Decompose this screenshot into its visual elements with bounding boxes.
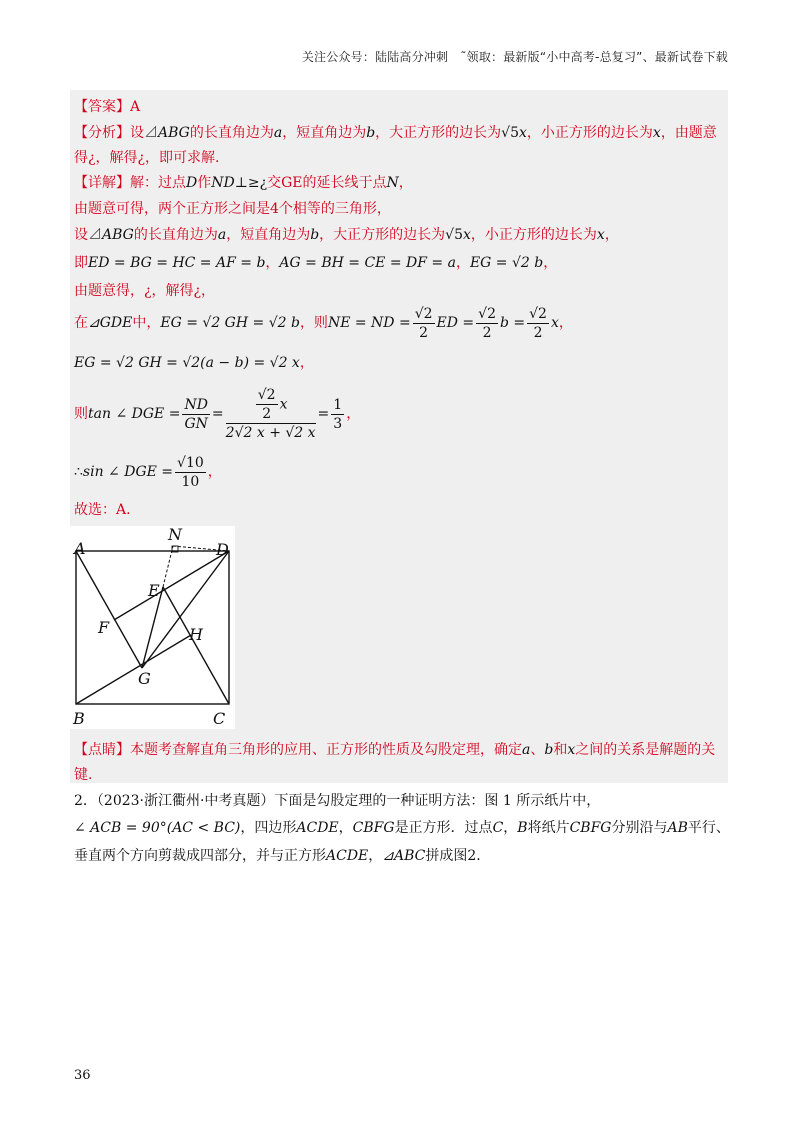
fraction-den: 2√2 x + √2 x [225, 425, 316, 441]
text: 拼成图2. [425, 848, 481, 864]
fraction-den: GN [184, 415, 208, 432]
text: ，小正方形的边长为 [526, 125, 653, 141]
page-number: 36 [74, 1068, 91, 1083]
math-x: x [652, 125, 661, 141]
equation: AG = BH = CE = DF = a [279, 255, 456, 271]
math-x: x [596, 227, 605, 243]
text: 的长直角边为 [133, 227, 218, 243]
math-acde: ACDE [326, 848, 369, 864]
text: 、 [530, 742, 545, 758]
math-b: b [544, 742, 554, 758]
detail-line-4: 即ED = BG = HC = AF = b，AG = BH = CE = DF = a，EG = √2 b， [74, 255, 558, 271]
text: 本题考查解直角三角形的应用、正方形的性质及勾股定理，确定 [130, 742, 522, 758]
fraction-num: √2 [414, 305, 433, 322]
analysis-line-2: 得¿，解得¿，即可求解. [74, 150, 220, 166]
math-x: x [519, 125, 527, 141]
text: ， [604, 227, 619, 243]
math-acde: ACDE [296, 820, 339, 836]
math-abc: ⊿ABC [382, 848, 426, 864]
analysis-label: 【分析】 [74, 125, 130, 141]
fraction [413, 305, 435, 342]
fraction-num: √2 [257, 387, 276, 403]
fraction-den: 2 [482, 324, 492, 341]
answer-label: 【答案】 [74, 99, 130, 115]
equation: EG = √2 b [469, 255, 544, 271]
therefore-symbol: ∴ [74, 464, 83, 480]
math-x: x [463, 227, 471, 243]
equation: b = [499, 315, 526, 331]
analysis-line-1 [74, 123, 717, 143]
text: 分别沿与 [611, 820, 668, 836]
math-ab: AB [667, 820, 688, 836]
math-b: b [310, 227, 320, 243]
math-cbfg: CBFG [569, 820, 612, 836]
label-a: A [74, 539, 86, 558]
math-abg: ABG [158, 125, 190, 141]
text: 的长直角边为 [189, 125, 274, 141]
label-g: G [138, 669, 151, 688]
text: ，由题意 [660, 125, 717, 141]
text: ， [503, 820, 518, 836]
text: 垂直两个方向剪裁成四部分，并与正方形 [74, 848, 326, 864]
detail-line-8: 则tan ∠ DGE = $\frac{ND}{GN}$ = $\frac{√2}{2}$ x 2√2 x + √2 x = $\frac{1}{3}$ ， [74, 387, 361, 441]
math-d: D [186, 175, 198, 191]
equation: sin ∠ DGE = [82, 464, 174, 480]
remark-line-2: 键. [74, 767, 93, 783]
detail-line-10: 故选：A. [74, 502, 131, 518]
equation: EG = √2 GH = √2(a − b) = √2 x [74, 355, 300, 371]
fraction-num: √2 [529, 305, 547, 322]
fraction-den: 2 [262, 406, 272, 422]
text: ，大正方形的边长为 [375, 125, 502, 141]
detail-label: 【详解】 [74, 175, 130, 191]
fraction [527, 305, 549, 342]
math-x: x [279, 396, 288, 413]
math-perp: ⊥≥¿ [234, 175, 268, 191]
fraction-den: 2 [419, 324, 429, 341]
detail-line-3 [74, 225, 619, 245]
fraction [226, 386, 316, 442]
math-a: a [273, 125, 283, 141]
remark-line-1 [74, 740, 715, 760]
math-sqrt5: √5 [501, 125, 519, 141]
equation: EG = √2 GH = √2 b [160, 315, 300, 331]
triangle-symbol: ⊿ [88, 227, 102, 243]
text: 在 [74, 315, 88, 331]
text: 将纸片 [527, 820, 570, 836]
math-gde: ⊿GDE [88, 315, 133, 331]
label-h: H [189, 625, 203, 644]
math-a: a [522, 742, 531, 758]
answer-line [74, 97, 140, 117]
question-2-line-2 [74, 815, 730, 841]
answer-value: A [130, 99, 141, 115]
math-cbfg: CBFG [352, 820, 395, 836]
math-a: a [217, 227, 227, 243]
fraction-num: ND [184, 396, 208, 413]
detail-line-9: ∴sin ∠ DGE = $\frac{√10}{10}$ ， [74, 454, 222, 490]
label-f: F [98, 618, 110, 637]
text: 解：过点 [130, 175, 186, 191]
fraction [331, 396, 344, 433]
page-header: 关注公众号：陆陆高分冲刺 ˜领取：最新版“小中高考-总复习”、最新试卷下载 [301, 50, 728, 64]
fraction [476, 305, 498, 342]
label-c: C [213, 709, 226, 728]
equation: ED = BG = HC = AF = b [88, 255, 266, 271]
text: 设 [74, 227, 88, 243]
fraction-den: 2 [533, 324, 543, 341]
text: ， [368, 848, 383, 864]
question-2-line-3 [74, 843, 481, 869]
detail-line-5: 由题意得，¿，解得¿， [74, 283, 216, 299]
text: 设 [130, 125, 144, 141]
math-x: x [567, 742, 576, 758]
text: 作 [197, 175, 212, 191]
detail-line-6: 在⊿GDE中，EG = √2 GH = √2 b，则NE = ND = $\frac{√2}{2}$ ED = $\frac{√2}{2}$ b = $\frac{√2}{2}$ x， [74, 305, 573, 341]
equation: ∠ ACB = 90°(AC < BC) [74, 820, 241, 836]
equation: NE = ND = [327, 315, 411, 331]
text: ，小正方形的边长为 [470, 227, 597, 243]
text: 是正方形．过点 [394, 820, 493, 836]
math-abg: ABG [102, 227, 134, 243]
text: 之间的关系是解题的关 [575, 742, 716, 758]
fraction [175, 454, 206, 491]
text: 则 [74, 406, 88, 422]
question-2-line-1: 2．（2023·浙江衢州·中考真题）下面是勾股定理的一种证明方法：图 1 所示纸片中， [74, 793, 601, 809]
math-b-point: B [517, 820, 528, 836]
text: ，则 [299, 315, 328, 331]
text: 和 [553, 742, 568, 758]
fraction-num: √10 [177, 454, 204, 471]
text: ，大正方形的边长为 [319, 227, 446, 243]
math-n: N [386, 175, 399, 191]
label-n: N [168, 526, 182, 544]
text: 中， [132, 315, 161, 331]
triangle-symbol: ⊿ [144, 125, 158, 141]
fraction-den: 3 [333, 415, 343, 432]
fraction [182, 396, 209, 433]
fraction-num [226, 386, 316, 424]
text: ，短直角边为 [226, 227, 311, 243]
remark-label: 【点睛】 [74, 742, 130, 758]
equation: ED = [436, 315, 475, 331]
text: 平行、 [687, 820, 730, 836]
label-e: E [148, 581, 160, 600]
math-b: b [366, 125, 376, 141]
text: 即 [74, 255, 88, 271]
geometry-figure [70, 526, 235, 729]
label-b: B [73, 709, 85, 728]
label-d: D [216, 540, 229, 559]
text: ，四边形 [240, 820, 297, 836]
equation: tan ∠ DGE = [88, 406, 181, 422]
fraction [256, 386, 278, 423]
math-nd: ND [211, 175, 235, 191]
detail-line-7: EG = √2 GH = √2(a − b) = √2 x， [74, 355, 314, 371]
fraction-den: 10 [181, 473, 200, 490]
fraction-num: 1 [333, 396, 343, 413]
text: 交GE的延长线于点 [267, 175, 387, 191]
text: ，短直角边为 [282, 125, 367, 141]
fraction-num: √2 [478, 305, 496, 322]
text: ， [338, 820, 353, 836]
math-sqrt5: √5 [445, 227, 463, 243]
math-x: x [550, 315, 559, 331]
detail-line-1 [74, 173, 413, 193]
detail-line-2: 由题意可得，两个正方形之间是4个相等的三角形， [74, 201, 391, 217]
math-c: C [492, 820, 504, 836]
text: ， [398, 175, 413, 191]
